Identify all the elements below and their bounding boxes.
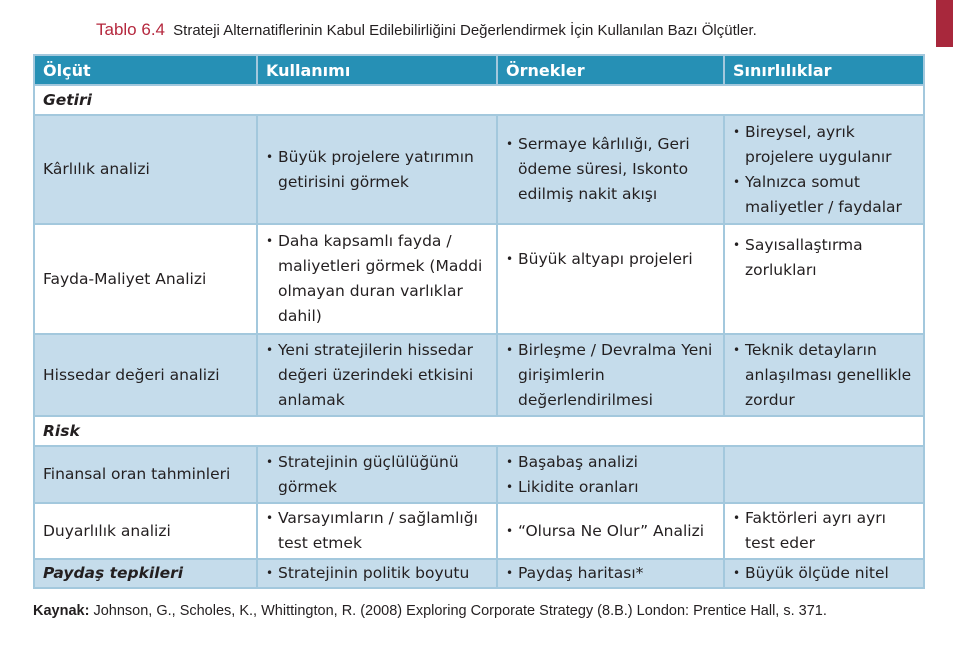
list-item: • Büyük projelere yatırımın getirisini görmek xyxy=(266,145,488,195)
criterion-cell: Paydaş tepkileri xyxy=(34,559,257,588)
limits-cell xyxy=(724,334,924,416)
table-row xyxy=(34,115,924,224)
table-caption xyxy=(96,20,896,40)
criterion-cell: Hissedar değeri analizi xyxy=(34,334,257,416)
table-row xyxy=(34,503,924,559)
list-item: • Daha kapsamlı fayda / maliyetleri görmek (Maddi olmayan duran varlıklar dahil) xyxy=(266,229,488,329)
examples-cell xyxy=(497,115,724,224)
list-item: • Büyük ölçüde nitel xyxy=(733,561,915,586)
criterion-cell: Fayda-Maliyet Analizi xyxy=(34,224,257,334)
list-item: • Faktörleri ayrı ayrı test eder xyxy=(733,506,915,556)
list-item: • Başabaş analizi xyxy=(506,450,715,475)
source-text: Johnson, G., Scholes, K., Whittington, R. (2008) Exploring Corporate Strategy (8.B.) London: Prentice Hall, s. 371. xyxy=(93,603,827,619)
table-row xyxy=(34,446,924,503)
examples-cell xyxy=(497,224,724,334)
header-examples: Örnekler xyxy=(497,55,724,85)
section-row-getiri xyxy=(34,85,924,115)
list-item: • Birleşme / Devralma Yeni girişimlerin değerlendirilmesi xyxy=(506,338,715,413)
list-item: • Varsayımların / sağlamlığı test etmek xyxy=(266,506,488,556)
header-criterion: Ölçüt xyxy=(34,55,257,85)
limits-cell xyxy=(724,503,924,559)
usage-cell xyxy=(257,503,497,559)
criterion-cell: Kârlılık analizi xyxy=(34,115,257,224)
limits-cell xyxy=(724,559,924,588)
criteria-table xyxy=(33,54,925,589)
list-item: • Sayısallaştırma zorlukları xyxy=(733,233,915,283)
list-item: • “Olursa Ne Olur” Analizi xyxy=(506,519,715,544)
list-item: • Paydaş haritası* xyxy=(506,561,715,586)
list-item: • Stratejinin politik boyutu xyxy=(266,561,488,586)
examples-cell xyxy=(497,559,724,588)
usage-cell xyxy=(257,334,497,416)
section-row-risk xyxy=(34,416,924,446)
criterion-cell: Finansal oran tahminleri xyxy=(34,446,257,503)
header-limits: Sınırlılıklar xyxy=(724,55,924,85)
list-item: • Bireysel, ayrık projelere uygulanır xyxy=(733,120,915,170)
usage-cell xyxy=(257,224,497,334)
list-item: • Yeni stratejilerin hissedar değeri üzerindeki etkisini anlamak xyxy=(266,338,488,413)
header-row xyxy=(34,55,924,85)
caption-text: Strateji Alternatiflerinin Kabul Edilebilirliğini Değerlendirmek İçin Kullanılan Bazı Ölçütler. xyxy=(173,22,757,39)
header-usage: Kullanımı xyxy=(257,55,497,85)
list-item: • Stratejinin güçlülüğünü görmek xyxy=(266,450,488,500)
usage-cell xyxy=(257,446,497,503)
caption-label: Tablo 6.4 xyxy=(96,20,165,39)
usage-cell xyxy=(257,115,497,224)
limits-cell xyxy=(724,446,924,503)
page-corner-marker xyxy=(936,0,953,47)
table-row-final xyxy=(34,559,924,588)
section-title: Risk xyxy=(34,416,924,446)
list-item: • Likidite oranları xyxy=(506,475,715,500)
list-item: • Teknik detayların anlaşılması genellikle zordur xyxy=(733,338,915,413)
source-note xyxy=(33,598,933,625)
list-item: • Yalnızca somut maliyetler / faydalar xyxy=(733,170,915,220)
criterion-cell: Duyarlılık analizi xyxy=(34,503,257,559)
list-item: • Büyük altyapı projeleri xyxy=(506,247,715,272)
table-row xyxy=(34,224,924,334)
source-label: Kaynak: xyxy=(33,603,90,619)
section-title: Getiri xyxy=(34,85,924,115)
examples-cell xyxy=(497,446,724,503)
table-row xyxy=(34,334,924,416)
limits-cell xyxy=(724,115,924,224)
examples-cell xyxy=(497,503,724,559)
list-item: • Sermaye kârlılığı, Geri ödeme süresi, Iskonto edilmiş nakit akışı xyxy=(506,132,715,207)
limits-cell xyxy=(724,224,924,334)
usage-cell xyxy=(257,559,497,588)
examples-cell xyxy=(497,334,724,416)
